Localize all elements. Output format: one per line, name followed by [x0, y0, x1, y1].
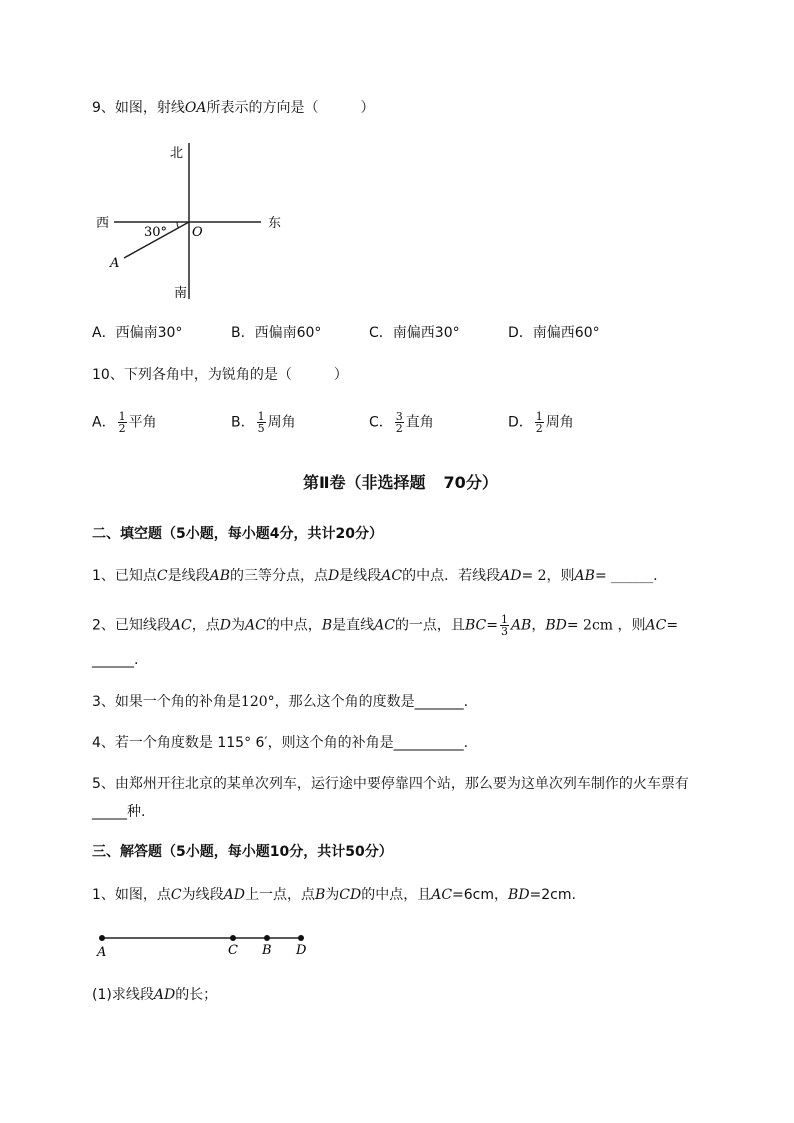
label-angle: 30°: [144, 225, 168, 240]
segment-figure: [92, 928, 322, 960]
fill-q5-blank[interactable]: _____种.: [92, 804, 146, 820]
fill-q2-blank[interactable]: ______.: [92, 652, 139, 668]
q10-option-d[interactable]: D． $\frac{1}{2}$ 周角: [508, 410, 574, 435]
q10-stem: 10、下列各角中，为锐角的是（ ）: [92, 367, 348, 383]
section-two-heading: 二、填空题（5小题，每小题4分，共计20分）: [92, 526, 383, 542]
label-c: C: [228, 943, 238, 958]
fraction: $\frac{3}{2}$: [395, 410, 403, 435]
label-point-a: A: [110, 256, 120, 271]
label-d: D: [296, 943, 307, 958]
q9-compass-figure: [90, 135, 300, 305]
label-south: 南: [174, 286, 188, 301]
fill-q1: 1、已知点C是线段AB的三等分点，点D是线段AC的中点．若线段AD= 2，则AB= ______.: [92, 568, 658, 584]
fill-q3: 3、如果一个角的补角是120°，那么这个角的度数是_______.: [92, 694, 469, 710]
fraction: $\frac{1}{3}$: [500, 613, 508, 638]
label-east: 东: [268, 216, 282, 231]
q9-option-a[interactable]: A．西偏南30°: [92, 325, 183, 341]
point-b: [264, 935, 270, 941]
fraction: $\frac{1}{2}$: [535, 410, 543, 435]
point-a: [99, 935, 105, 941]
fraction: $\frac{1}{5}$: [257, 410, 265, 435]
angle-arc: [177, 222, 179, 228]
part-two-title: 第Ⅱ卷（非选择题 70分）: [303, 473, 498, 492]
point-d: [298, 935, 304, 941]
label-west: 西: [96, 216, 110, 231]
answer-q1-part1: (1)求线段AD的长；: [92, 987, 218, 1003]
q9-option-c[interactable]: C．南偏西30°: [369, 325, 460, 341]
q9-stem: 9、如图，射线OA所表示的方向是（ ）: [92, 100, 375, 116]
q10-option-c[interactable]: C． $\frac{3}{2}$ 直角: [369, 410, 434, 435]
q10-option-a[interactable]: A． $\frac{1}{2}$ 平角: [92, 410, 157, 435]
q9-option-d[interactable]: D．南偏西60°: [508, 325, 600, 341]
fraction: $\frac{1}{2}$: [118, 410, 126, 435]
q10-option-b[interactable]: B． $\frac{1}{5}$ 周角: [231, 410, 296, 435]
label-a: A: [97, 945, 107, 960]
fill-q5: 5、由郑州开往北京的某单次列车，运行途中要停靠四个站，那么要为这单次列车制作的火车票有: [92, 776, 689, 792]
fill-q4: 4、若一个角度数是 115° 6′，则这个角的补角是__________.: [92, 735, 469, 751]
q9-option-b[interactable]: B．西偏南60°: [231, 325, 322, 341]
label-origin: O: [192, 225, 203, 240]
answer-q1: 1、如图，点C为线段AD上一点，点B为CD的中点，且AC=6cm，BD=2cm.: [92, 887, 576, 903]
label-b: B: [262, 943, 272, 958]
fill-q2: 2、已知线段AC，点D为AC的中点，B是直线AC的一点，且BC= $\frac{1}{3}$ AB，BD= 2cm ，则AC=: [92, 613, 679, 638]
section-three-heading: 三、解答题（5小题，每小题10分，共计50分）: [92, 844, 393, 860]
point-c: [230, 935, 236, 941]
label-north: 北: [170, 146, 184, 161]
